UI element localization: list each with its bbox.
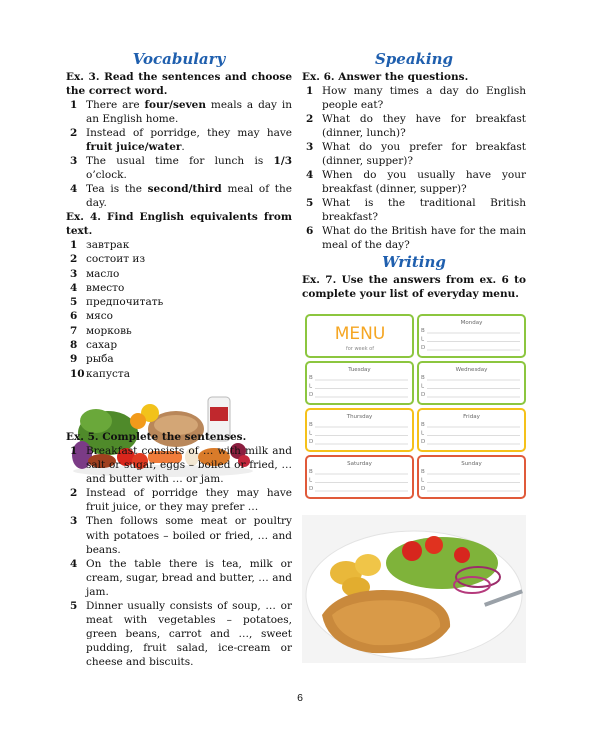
ex5-section: [66, 430, 292, 670]
left-column: [66, 50, 292, 479]
ex4-item: [66, 309, 292, 323]
item-number: 1: [70, 239, 78, 251]
item-number: 2: [70, 253, 78, 266]
day-label: Wednesday: [455, 367, 488, 373]
ex4-item: [66, 352, 292, 366]
ex5-item: [66, 557, 292, 599]
item-number: 2: [70, 487, 78, 500]
ex7-title: Ex. 7. Use the answers from ex. 6 to complete your list of everyday menu.: [302, 274, 526, 300]
ex4-item: [66, 295, 292, 309]
item-text: капуста: [86, 367, 130, 380]
writing-title: Writing: [382, 253, 446, 271]
item-number: 5: [70, 600, 78, 613]
meal-letter: B: [309, 375, 313, 381]
item-text: Instead of porridge they may have fruit juice, or they may prefer …: [86, 487, 292, 514]
meal-letter: B: [421, 422, 425, 428]
item-text: Dinner usually consists of soup, … or meat with vegetables – potatoes, green beans, carrot and …, sweet pudding, fruit salad, ice-cream or cheese and biscuits.: [86, 600, 292, 669]
item-number: 3: [70, 515, 78, 528]
meal-letter: B: [421, 375, 425, 381]
right-column: [302, 50, 526, 301]
ex3-item: [66, 126, 292, 154]
item-number: 5: [306, 197, 314, 209]
ex4-item: [66, 324, 292, 338]
ex3-item: [66, 154, 292, 182]
item-text-post: meals a day in an English home.: [86, 99, 292, 125]
menu-heading: MENU: [334, 324, 386, 344]
meal-letter: D: [421, 439, 426, 445]
day-label: Thursday: [346, 414, 373, 420]
item-text: [86, 98, 292, 126]
item-text: масло: [86, 267, 120, 280]
item-number: 1: [70, 99, 78, 111]
meal-letter: D: [309, 439, 314, 445]
item-text: When do you usually have your breakfast (dinner, supper)?: [322, 169, 526, 195]
item-text: завтрак: [86, 239, 130, 251]
item-number: 3: [306, 141, 314, 153]
item-text: Breakfast consists of … with milk and salt or sugar, eggs – boiled or fried, … and butter with … or jam.: [86, 445, 292, 486]
item-number: 3: [70, 155, 78, 167]
meal-letter: L: [421, 477, 425, 484]
ex3-title: Ex. 3. Read the sentences and choose the correct word.: [66, 71, 292, 97]
meal-letter: D: [309, 392, 314, 398]
item-text: How many times a day do English people eat?: [322, 85, 526, 111]
day-label: Monday: [460, 320, 483, 326]
item-text-post: meal of the day.: [86, 183, 292, 209]
item-number: 4: [70, 557, 78, 570]
item-text-pre: The usual time for lunch is: [86, 155, 274, 167]
ex3-list: [66, 98, 292, 210]
item-text-post: o’clock.: [86, 169, 127, 181]
item-number: 4: [306, 169, 314, 181]
ex4-item: [66, 338, 292, 352]
item-text-pre: Instead of porridge, they may have: [86, 127, 292, 139]
item-text: [86, 126, 292, 154]
item-number: 6: [70, 310, 78, 323]
ex6-item: [302, 196, 526, 224]
speaking-title: Speaking: [374, 50, 454, 68]
day-label: Sunday: [461, 461, 482, 467]
item-text: What do you prefer for breakfast (dinner, supper)?: [322, 141, 526, 167]
ex5-list: [66, 444, 292, 670]
weekly-menu-template: [305, 314, 527, 500]
item-number: 5: [70, 296, 78, 309]
item-choice: four/seven: [144, 99, 206, 111]
ex6-item: [302, 168, 526, 196]
meal-letter: L: [421, 336, 425, 343]
meal-letter: L: [309, 430, 313, 437]
meal-letter: L: [309, 477, 313, 484]
ex6-item: [302, 84, 526, 112]
item-text: Then follows some meat or poultry with potatoes – boiled or fried, … and beans.: [86, 515, 292, 556]
item-text-post: .: [181, 141, 185, 153]
ex4-item: [66, 252, 292, 266]
ex5-title: Ex. 5. Complete the sentenses.: [66, 431, 247, 443]
meal-letter: B: [421, 469, 425, 475]
meal-letter: B: [421, 328, 425, 334]
ex4-list: [66, 238, 292, 381]
item-number: 2: [70, 127, 78, 139]
ex5-item: [66, 514, 292, 556]
item-text: What do they have for breakfast (dinner, lunch)?: [322, 113, 526, 139]
item-text-pre: Tea is the: [86, 183, 148, 195]
day-label: Friday: [463, 414, 480, 420]
item-number: 9: [70, 353, 78, 366]
item-number: 8: [70, 339, 78, 352]
item-number: 4: [70, 183, 78, 195]
item-text-pre: There are: [86, 99, 145, 111]
meal-letter: D: [421, 345, 426, 351]
item-number: 4: [70, 281, 78, 294]
meal-letter: D: [421, 392, 426, 398]
item-choice: 1/3: [273, 155, 292, 167]
item-text: состоит из: [86, 253, 146, 266]
menu-subheading: for week of: [345, 346, 375, 352]
item-text: On the table there is tea, milk or cream, sugar, bread and butter, … and jam.: [86, 557, 292, 598]
item-text: предпочитать: [86, 296, 164, 309]
ex6-item: [302, 112, 526, 140]
item-text: [86, 154, 292, 182]
meal-letter: D: [421, 486, 426, 492]
meal-letter: B: [309, 422, 313, 428]
item-number: 3: [70, 267, 78, 280]
ex6-title: Ex. 6. Answer the questions.: [302, 71, 469, 83]
item-text: морковь: [86, 324, 132, 337]
day-label: Saturday: [347, 461, 372, 467]
meal-letter: L: [421, 430, 425, 437]
ex6-item: [302, 140, 526, 168]
ex5-item: [66, 599, 292, 669]
item-text: сахар: [86, 339, 118, 352]
ex6-list: [302, 84, 526, 252]
meal-letter: L: [309, 383, 313, 390]
ex3-item: [66, 182, 292, 210]
page-number: 6: [297, 692, 303, 704]
item-number: 1: [306, 85, 314, 97]
item-text: [86, 182, 292, 210]
ex5-item: [66, 444, 292, 486]
ex5-item: [66, 486, 292, 514]
item-text: вместо: [86, 281, 125, 294]
ex4-title: Ex. 4. Find English equivalents from text.: [66, 211, 292, 237]
schnitzel-plate-image: [302, 515, 526, 663]
meal-letter: L: [421, 383, 425, 390]
item-choice: fruit juice/water: [86, 141, 182, 153]
ex4-item: [66, 238, 292, 252]
day-label: Tuesday: [348, 367, 371, 373]
item-choice: second/third: [147, 183, 222, 195]
ex3-item: [66, 98, 292, 126]
vocabulary-title: Vocabulary: [132, 50, 226, 68]
meal-letter: B: [309, 469, 313, 475]
ex4-item: [66, 281, 292, 295]
meal-letter: D: [309, 486, 314, 492]
item-number: 2: [306, 113, 314, 125]
item-text: What do the British have for the main meal of the day?: [322, 225, 526, 251]
ex4-item: [66, 267, 292, 281]
item-text: рыба: [86, 353, 114, 366]
item-number: 6: [306, 225, 314, 237]
item-number: 7: [70, 324, 78, 337]
ex6-item: [302, 224, 526, 252]
item-text: мясо: [86, 310, 113, 323]
item-text: What is the traditional British breakfast?: [322, 197, 526, 223]
item-number: 1: [70, 445, 78, 457]
ex4-item: [66, 367, 292, 381]
item-number: 10: [70, 367, 85, 380]
